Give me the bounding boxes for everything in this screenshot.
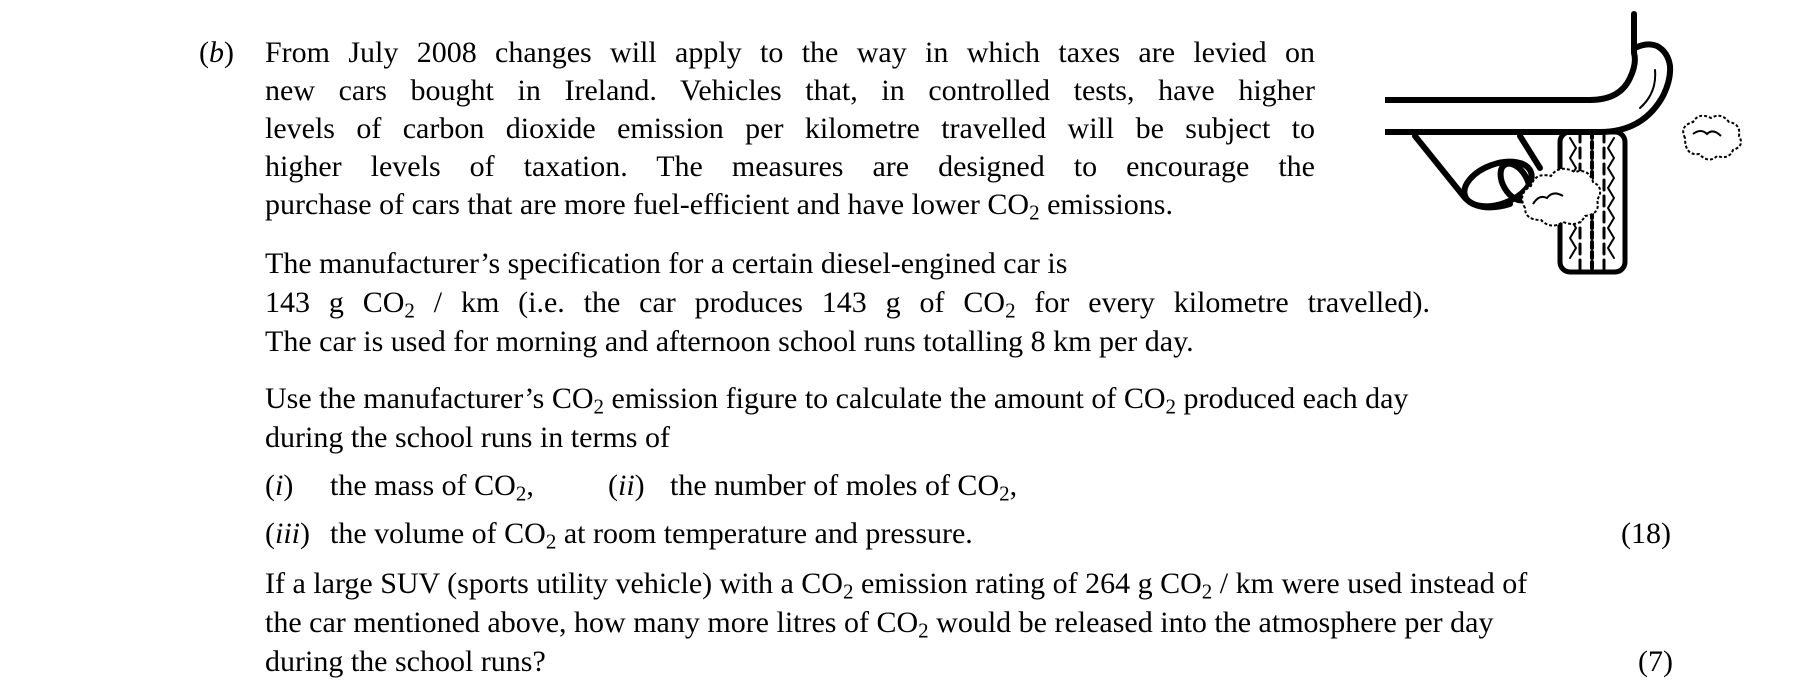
suv-line-2: the car mentioned above, how many more litres of $CO_2$ would be released into the atmosphere per day xyxy=(265,606,1494,643)
part-i-text: the mass of $CO_2$, xyxy=(330,469,534,506)
suv-line-1: If a large SUV (sports utility vehicle) with a $CO_2$ emission rating of 264 g $CO_2$ / km were used instead of xyxy=(265,567,1528,604)
task-line-2: during the school runs in terms of xyxy=(265,421,670,454)
car-exhaust-illustration xyxy=(1385,8,1755,278)
part-iii-label: iii xyxy=(275,517,301,550)
intro-line-2: new cars bought in Ireland. Vehicles that, in controlled tests, have higher xyxy=(265,74,1315,107)
part-iii: (iii) xyxy=(265,517,311,550)
part-iii-text: the volume of $CO_2$ at room temperature and pressure. xyxy=(330,517,973,554)
marks-18: (18) xyxy=(1621,517,1671,550)
question-label-close: ) xyxy=(224,36,234,69)
marks-7: (7) xyxy=(1638,645,1673,678)
question-label-open: ( xyxy=(199,36,209,69)
part-ii-label: ii xyxy=(618,469,635,502)
spec-line-3: The car is used for morning and afternoon school runs totalling 8 km per day. xyxy=(265,325,1194,358)
part-ii: (ii) xyxy=(608,469,645,502)
part-i: (i) xyxy=(265,469,294,502)
question-label-letter: b xyxy=(209,36,224,69)
task-line-1: Use the manufacturer’s $CO_2$ emission figure to calculate the amount of $CO_2$ produced each day xyxy=(265,382,1409,419)
part-ii-text: the number of moles of $CO_2$, xyxy=(670,469,1018,506)
part-i-label: i xyxy=(275,469,284,502)
intro-line-5: purchase of cars that are more fuel-efficient and have lower $CO_2$ emissions. xyxy=(265,188,1173,225)
question-label xyxy=(199,34,234,72)
intro-line-3: levels of carbon dioxide emission per kilometre travelled will be subject to xyxy=(265,112,1315,145)
intro-line-1: From July 2008 changes will apply to the way in which taxes are levied on xyxy=(265,36,1315,69)
spec-line-2: 143 g $CO_2$ / km (i.e. the car produces 143 g of $CO_2$ for every kilometre travelled). xyxy=(265,286,1430,323)
intro-paragraph xyxy=(265,34,1315,224)
spec-line-1: The manufacturer’s specification for a certain diesel-engined car is xyxy=(265,247,1068,280)
intro-line-4: higher levels of taxation. The measures are designed to encourage the xyxy=(265,150,1315,183)
suv-line-3: during the school runs? xyxy=(265,645,546,678)
